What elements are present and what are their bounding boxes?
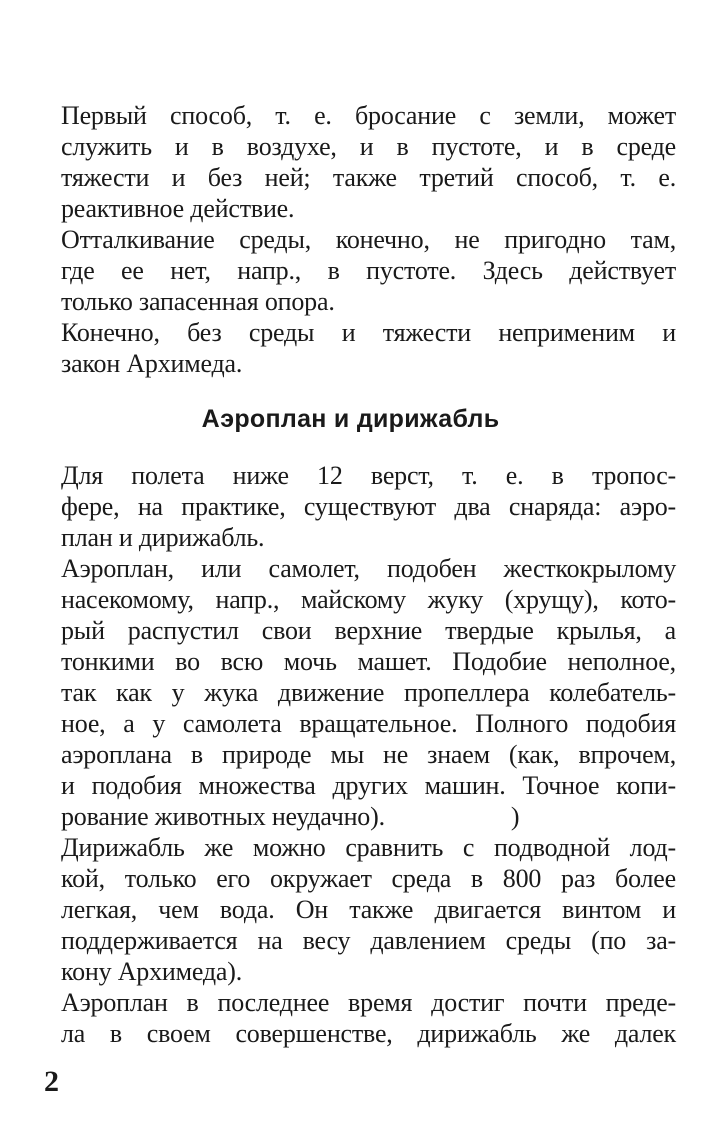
text-line: фере, на практике, существуют два снаряда: аэро- bbox=[61, 492, 676, 521]
text-line: рый распустил свои верхние твердые крылья, а bbox=[61, 616, 676, 645]
paragraph bbox=[61, 224, 676, 317]
text-line: где ее нет, напр., в пустоте. Здесь действует bbox=[61, 256, 676, 285]
text-line: и подобия множества других машин. Точное копи- bbox=[61, 771, 676, 800]
text-line: ное, а у самолета вращательное. Полного подобия bbox=[61, 709, 676, 738]
text-line: кону Архимеда). bbox=[61, 957, 242, 986]
text-block-top bbox=[61, 100, 676, 379]
text-line: поддерживается на весу давлением среды (по за- bbox=[61, 926, 676, 955]
text-line: тонкими во всю мочь машет. Подобие неполное, bbox=[61, 647, 676, 676]
text-line: Первый способ, т. е. бросание с земли, может bbox=[61, 101, 676, 130]
text-line: Дирижабль же можно сравнить с подводной лод- bbox=[61, 833, 676, 862]
text-line: рование животных неудачно). ) bbox=[61, 802, 520, 831]
paragraph bbox=[61, 832, 676, 987]
section-heading: Аэроплан и дирижабль bbox=[201, 405, 500, 433]
text-line: так как у жука движение пропеллера колебатель- bbox=[61, 678, 676, 707]
text-line: тяжести и без ней; также третий способ, т. е. bbox=[61, 163, 676, 192]
text-line: легкая, чем вода. Он также двигается винтом и bbox=[61, 895, 676, 924]
text-line: Аэроплан в последнее время достиг почти преде- bbox=[61, 988, 676, 1017]
paragraph bbox=[61, 100, 676, 224]
text-line: аэроплана в природе мы не знаем (как, впрочем, bbox=[61, 740, 676, 769]
text-line: закон Архимеда. bbox=[61, 349, 243, 378]
paragraph bbox=[61, 317, 676, 379]
paragraph bbox=[61, 987, 676, 1049]
text-line: Конечно, без среды и тяжести неприменим и bbox=[61, 318, 676, 347]
text-line: кой, только его окружает среда в 800 раз более bbox=[61, 864, 676, 893]
text-line: план и дирижабль. bbox=[61, 523, 265, 552]
text-line: реактивное действие. bbox=[61, 194, 295, 223]
paragraph bbox=[61, 460, 676, 553]
text-line: Для полета ниже 12 верст, т. е. в тропос- bbox=[61, 461, 676, 490]
text-line: только запасенная опора. bbox=[61, 287, 335, 316]
text-line: насекомому, напр., майскому жуку (хрущу), кото- bbox=[61, 585, 676, 614]
text-line: Отталкивание среды, конечно, не пригодно там, bbox=[61, 225, 676, 254]
page-number: 2 bbox=[44, 1065, 59, 1098]
text-line: Аэроплан, или самолет, подобен жесткокрылому bbox=[61, 554, 676, 583]
paragraph bbox=[61, 553, 676, 832]
text-line: служить и в воздухе, и в пустоте, и в среде bbox=[61, 132, 676, 161]
text-line: ла в своем совершенстве, дирижабль же далек bbox=[61, 1019, 676, 1048]
text-block-bottom bbox=[61, 460, 676, 1049]
